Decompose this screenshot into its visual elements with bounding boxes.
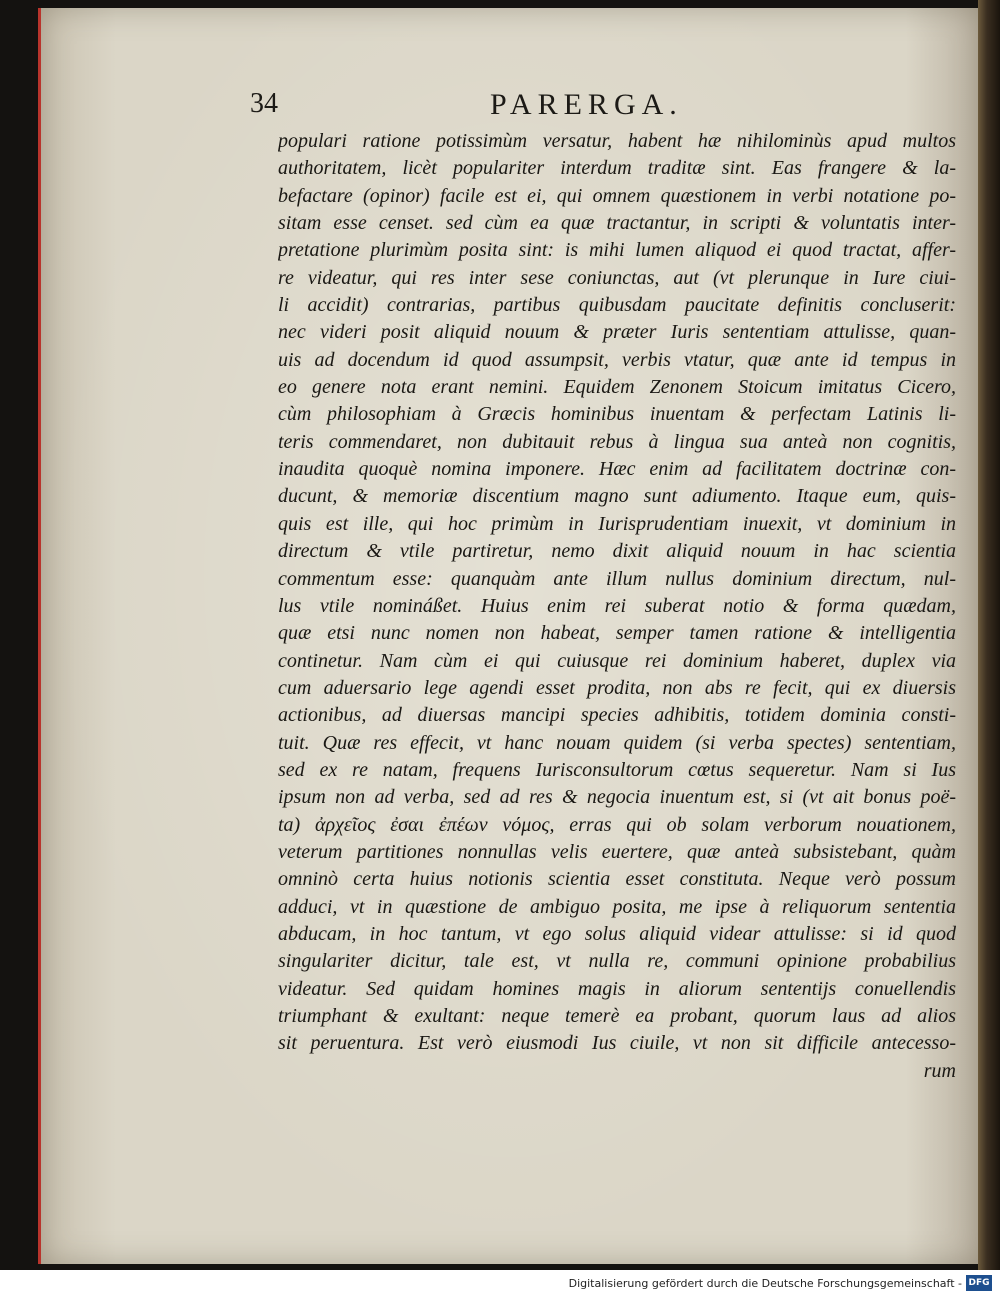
text-line: videatur. Sed quidam homines magis in aliorum sententijs conuellendis: [278, 977, 956, 1000]
page-number: 34: [250, 88, 278, 119]
text-line: befactare (opinor) facile est ei, qui omnem quæstionem in verbi notatione po-: [278, 184, 956, 207]
digitization-credit: Digitalisierung gefördert durch die Deutsche Forschungsgemeinschaft -: [568, 1277, 962, 1290]
text-line: veterum partitiones nonnullas velis euertere, quæ anteà subsistebant, quàm: [278, 840, 956, 863]
text-line: rum: [923, 1059, 956, 1082]
text-line: ipsum non ad verba, sed ad res & negocia inuentum est, si (vt ait bonus poë-: [278, 786, 956, 809]
dfg-logo: DFG: [966, 1275, 992, 1291]
text-line: abducam, in hoc tantum, vt ego solus aliquid videar attulisse: si id quod: [278, 922, 956, 945]
text-line: cùm philosophiam à Græcis hominibus inuentam & perfectam Latinis li-: [278, 403, 956, 426]
text-line: actionibus, ad diuersas mancipi species adhibitis, totidem dominia consti-: [278, 704, 956, 727]
text-line: ta) ἀρχεῖος ἐσαι ἐπέων νόμος, erras qui ob solam verborum nouationem,: [278, 813, 956, 836]
text-line: directum & vtile partiretur, nemo dixit aliquid nouum in hac scientia: [278, 540, 956, 563]
text-line: quis est ille, qui hoc primùm in Iurisprudentiam inuexit, vt dominium in: [278, 512, 956, 535]
book-edge: [978, 0, 1000, 1270]
footer-bar: [0, 1270, 1000, 1297]
text-line: adduci, vt in quæstione de ambiguo posita, me ipse à reliquorum sententia: [278, 895, 956, 918]
body-text: [278, 128, 956, 1085]
text-line: li accidit) contrarias, partibus quibusdam paucitate definitis concluserit:: [278, 294, 956, 317]
text-line: lus vtile nomináßet. Huius enim rei suberat notio & forma quædam,: [278, 594, 956, 617]
text-line: nec videri posit aliquid nouum & præter Iuris sententiam attulisse, quan-: [278, 321, 956, 344]
text-line: sitam esse censet. sed cùm ea quæ tractantur, in scripti & voluntatis inter-: [278, 212, 956, 235]
text-line: eo genere nota erant nemini. Equidem Zenonem Stoicum imitatus Cicero,: [278, 376, 956, 399]
text-line: continetur. Nam cùm ei qui cuiusque rei dominium haberet, duplex via: [278, 649, 956, 672]
text-line: ducunt, & memoriæ discentium magno sunt adiumento. Itaque eum, quis-: [278, 485, 956, 508]
text-line: quæ etsi nunc nomen non habeat, semper tamen ratione & intelligentia: [278, 622, 956, 645]
text-line: teris commendaret, non dubitauit rebus à lingua sua anteà non cognitis,: [278, 430, 956, 453]
text-line: triumphant & exultant: neque temerè ea probant, quorum laus ad alios: [278, 1005, 956, 1027]
text-line: uis ad docendum id quod assumpsit, verbis vtatur, quæ ante id tempus in: [278, 348, 956, 371]
text-line: pretatione plurimùm posita sint: is mihi lumen aliquod ei quod tractat, affer-: [278, 239, 956, 262]
text-line: tuit. Quæ res effecit, vt hanc nouam quidem (si verba spectes) sententiam,: [278, 731, 956, 754]
text-line: inaudita quoquè nomina imponere. Hæc enim ad facilitatem doctrinæ con-: [278, 458, 956, 481]
text-line: cum aduersario lege agendi esset prodita, non abs re fecit, qui ex diuersis: [278, 676, 956, 699]
running-title: PARERGA.: [490, 88, 683, 121]
text-line: sed ex re natam, frequens Iurisconsultorum cœtus sequeretur. Nam si Ius: [278, 758, 956, 781]
text-line: singulariter dicitur, tale est, vt nulla re, communi opinione probabilius: [278, 950, 956, 973]
page-header: [250, 88, 960, 128]
text-line: commentum esse: quanquàm ante illum nullus dominium directum, nul-: [278, 567, 956, 590]
text-line: populari ratione potissimùm versatur, habent hæ nihilominùs apud multos: [278, 130, 956, 152]
text-line: re videatur, qui res inter sese coniunctas, aut (vt plerunque in Iure ciui-: [278, 266, 956, 289]
text-line: authoritatem, licèt populariter interdum traditæ sint. Eas frangere & la-: [278, 157, 956, 180]
text-line: sit peruentura. Est verò eiusmodi Ius ciuile, vt non sit difficile antecesso-: [278, 1032, 956, 1055]
text-line: omninò certa huius notionis scientia esset constituta. Neque verò possum: [278, 868, 956, 891]
